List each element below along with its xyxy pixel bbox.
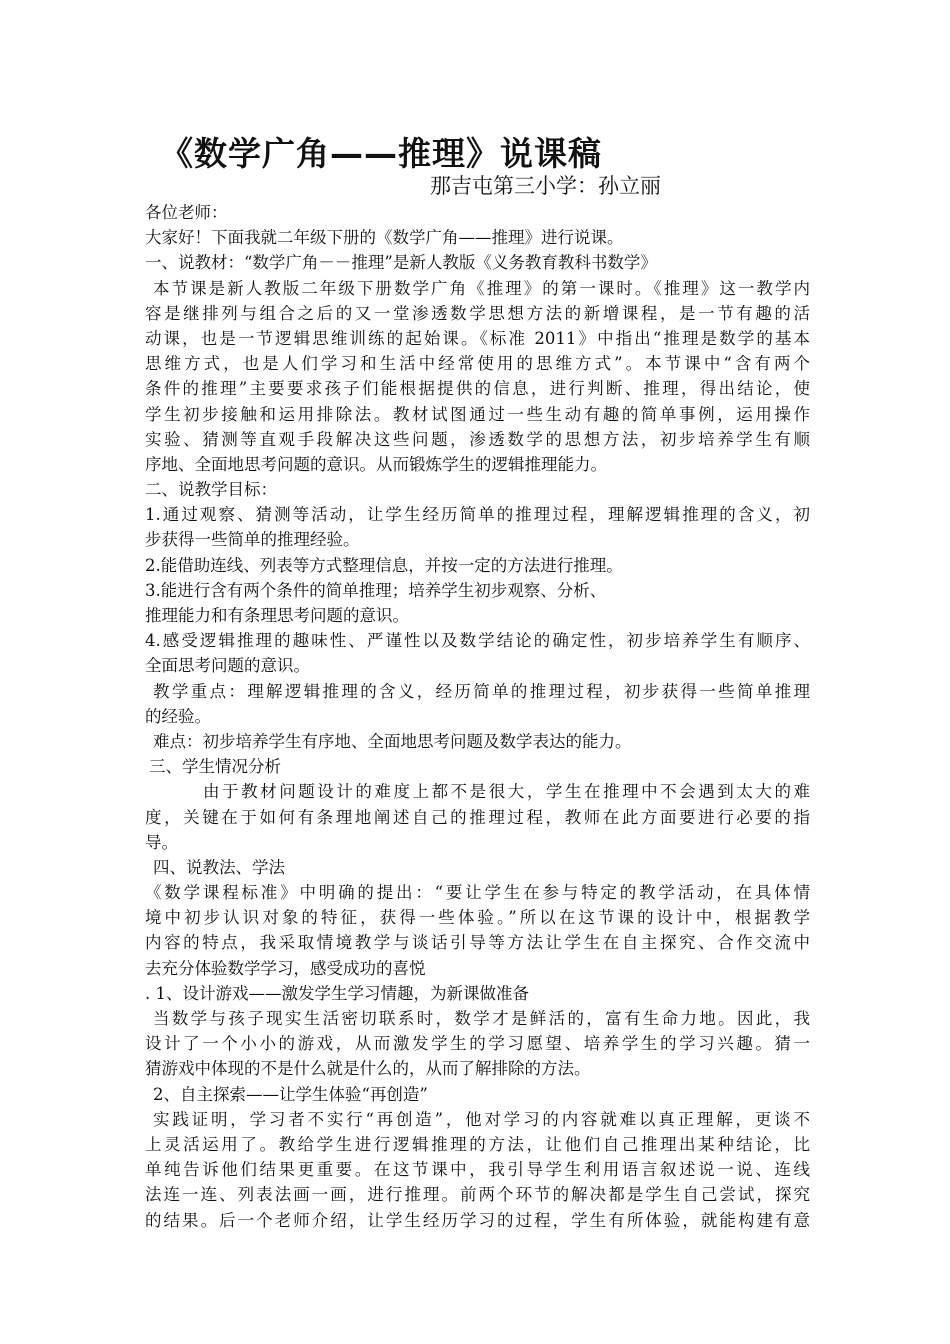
text-line: 各位老师：	[145, 203, 228, 222]
text-line: 序地、全面地思考问题的意识。从而锻炼学生的逻辑推理能力。	[145, 454, 607, 474]
text-line: 度，关键在于如何有条理地阐述自己的推理过程，教师在此方面要进行必要的指	[145, 807, 810, 827]
text-line: 动课，也是一节逻辑思维训练的起始课。《标准 2011》中指出“推理是数学的基本	[145, 328, 810, 348]
text-line: 二、说教学目标：	[145, 480, 277, 500]
text-line: 步获得一些简单的推理经验。	[145, 530, 360, 550]
text-line: 推理能力和有条理思考问题的意识。	[145, 606, 409, 625]
text-line: 教学重点：理解逻辑推理的含义，经历简单的推理过程，初步获得一些简单推理	[153, 681, 810, 701]
text-line: 的经验。	[145, 706, 211, 726]
text-line: 大家好！下面我就二年级下册的《数学广角——推理》进行说课。	[145, 228, 624, 248]
text-line: . 1、设计游戏——激发学生学习情趣，为新课做准备	[145, 983, 529, 1003]
text-line: 实验、猜测等直观手段解决这些问题，渗透数学的思想方法，初步培养学生有顺	[145, 429, 810, 449]
text-line: 学生初步接触和运用排除法。教材试图通过一些生动有趣的简单事例，运用操作	[145, 404, 810, 424]
text-line: 2.能借助连线、列表等方式整理信息，并按一定的方法进行推理。	[145, 555, 623, 575]
text-line: 上灵活运用了。教给学生进行逻辑推理的方法，让他们自己推理出某种结论，比	[145, 1134, 810, 1154]
text-line: 3.能进行含有两个条件的简单推理；培养学生初步观察、分析、	[145, 580, 607, 600]
text-line: 《数学课程标准》中明确的提出：“要让学生在参与特定的教学活动，在具体情	[145, 883, 810, 903]
text-line: 去充分体验数学学习，感受成功的喜悦	[145, 958, 426, 978]
text-line: 条件的推理”主要要求孩子们能根据提供的信息，进行判断、推理，得出结论，使	[145, 379, 810, 399]
text-line: 的结果。后一个老师介绍，让学生经历学习的过程，学生有所体验，就能构建有意	[145, 1210, 810, 1230]
text-line: 单纯告诉他们结果更重要。在这节课中，我引导学生利用语言叙述说一说、连线	[145, 1160, 810, 1180]
document-body	[145, 200, 810, 1233]
text-line: 内容的特点，我采取情境教学与谈话引导等方法让学生在自主探究、合作交流中	[145, 933, 810, 953]
text-line: 4.感受逻辑推理的趣味性、严谨性以及数学结论的确定性，初步培养学生有顺序、	[145, 631, 810, 651]
text-line: 由于教材问题设计的难度上都不是很大，学生在推理中不会遇到太大的难	[203, 782, 810, 802]
text-line: 法连一连、列表法画一画，进行推理。前两个环节的解决都是学生自己尝试，探究	[145, 1185, 810, 1205]
text-line: 四、说教法、学法	[153, 857, 285, 877]
text-line: 容是继排列与组合之后的又一堂渗透数学思想方法的新增课程，是一节有趣的活	[145, 303, 810, 323]
text-line: 全面思考问题的意识。	[145, 656, 310, 676]
text-line: 当数学与孩子现实生活密切联系时，数学才是鲜活的，富有生命力地。因此，我	[153, 1009, 810, 1028]
text-line: 1.通过观察、猜测等活动，让学生经历简单的推理过程，理解逻辑推理的含义，初	[145, 505, 810, 525]
document-title: 《数学广角——推理》说课稿	[160, 134, 602, 173]
document-author: 那吉屯第三小学：孙立丽	[430, 174, 661, 198]
text-line: 三、学生情况分析	[149, 757, 281, 777]
text-line: 一、说教材：“数学广角－－推理”是新人教版《义务教育教科书数学》	[145, 253, 657, 273]
text-line: 境中初步认识对象的特征，获得一些体验。”所以在这节课的设计中，根据教学	[145, 908, 810, 928]
text-line: 导。	[145, 832, 178, 852]
text-line: 本节课是新人教版二年级下册数学广角《推理》的第一课时。《推理》这一教学内	[153, 278, 810, 298]
text-line: 难点：初步培养学生有序地、全面地思考问题及数学表达的能力。	[153, 731, 632, 751]
text-line: 2、自主探索——让学生体验“再创造”	[153, 1084, 428, 1104]
text-line: 设计了一个小小的游戏，从而激发学生的学习愿望、培养学生的学习兴趣。猜一	[145, 1034, 810, 1054]
text-line: 思维方式，也是人们学习和生活中经常使用的思维方式”。本节课中“含有两个	[145, 354, 810, 374]
text-line: 实践证明，学习者不实行“再创造”，他对学习的内容就难以真正理解，更谈不	[153, 1109, 810, 1129]
text-line: 猜游戏中体现的不是什么就是什么的，从而了解排除的方法。	[145, 1059, 591, 1079]
